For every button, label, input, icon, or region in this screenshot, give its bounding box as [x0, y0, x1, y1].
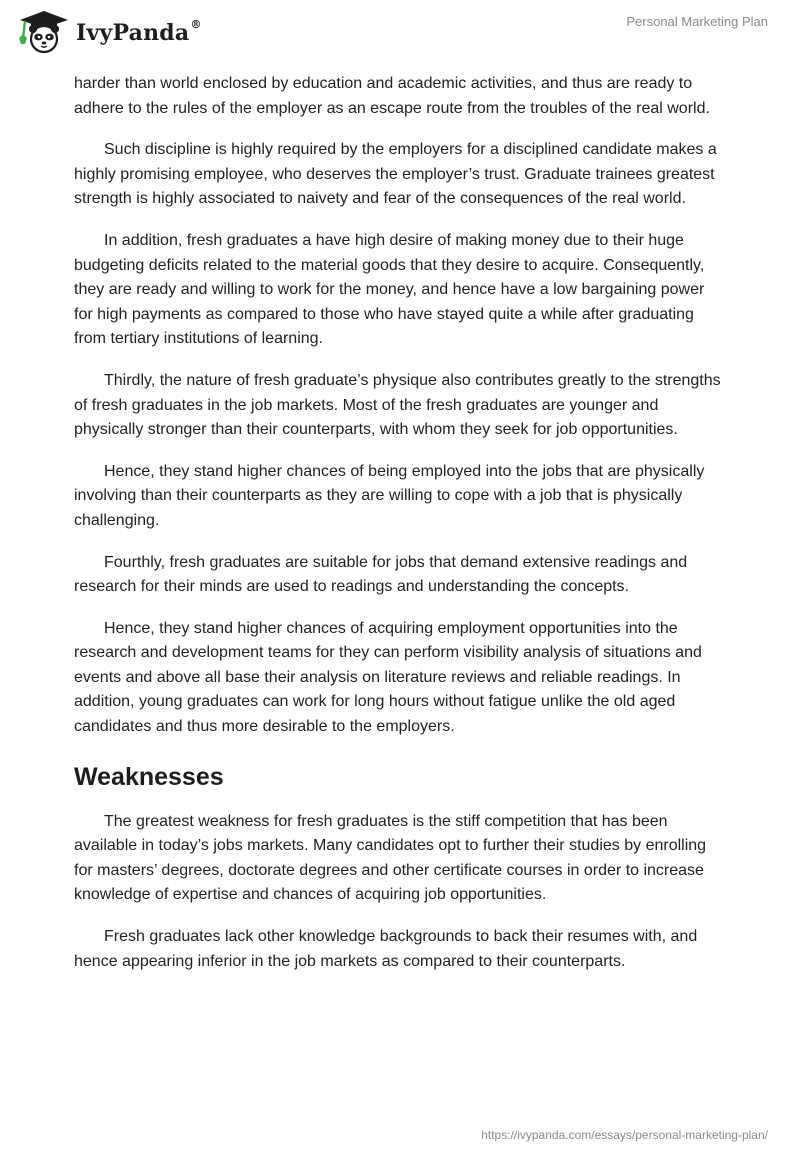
paragraph-readings: Fourthly, fresh graduates are suitable for jobs that demand extensive readings and research for their minds are used to readings and understanding the concepts. [74, 553, 688, 596]
paragraph-research-teams: Hence, they stand higher chances of acquiring employment opportunities into the research and development teams for they can perform visibility analysis of situations and events and above all base their analysis on literature reviews and reliable readings. In addition, young graduates can work for long hours without fatigue unlike the old aged candidates and thus more desirable to the employers. [74, 619, 702, 736]
paragraph-backgrounds: Fresh graduates lack other knowledge backgrounds to back their resumes with, and hence appearing inferior in the job markets as compared to their counterparts. [74, 928, 698, 970]
paragraph-discipline: Such discipline is highly required by the employers for a disciplined candidate makes a highly promising employee, who deserves the employer’s trust. Graduate trainees greatest strength is highly associated to naivety and fear of the consequences of the real world. [74, 141, 717, 208]
brand-name: IvyPanda® [76, 18, 202, 46]
registered-mark: ® [190, 18, 202, 31]
paragraph-physique: Thirdly, the nature of fresh graduate’s physique also contributes greatly to the strengths of fresh graduates in the job markets. Most of the fresh graduates are younger and physically stronger than their counterparts, with whom they seek for job opportunities. [74, 371, 721, 439]
paragraph-money-desire: In addition, fresh graduates a have high desire of making money due to their huge budgeting deficits related to the material goods that they desire to acquire. Consequently, they are ready and willing to work for the money, and hence have a low bargaining power for high payments as compared to those who have stayed quite a while after graduating from tertiary institutions of learning. [74, 231, 705, 348]
paragraph-physical-jobs: Hence, they stand higher chances of being employed into the jobs that are physically involving than their counterparts as they are willing to cope with a job that is physically challenging. [74, 462, 705, 529]
document-title: Personal Marketing Plan [626, 14, 768, 29]
essay-content [74, 72, 726, 991]
source-url-link[interactable]: https://ivypanda.com/essays/personal-marketing-plan/ [481, 1128, 768, 1142]
heading-weaknesses: Weaknesses [74, 762, 224, 791]
paragraph-competition: The greatest weakness for fresh graduates is the stiff competition that has been available in today’s jobs markets. Many candidates opt to further their studies by enrolling for masters’ degrees, doctorate degrees and other certificate courses in order to increase knowledge of expertise and chances of acquiring job opportunities. [74, 812, 707, 904]
paragraph-continuation: harder than world enclosed by education and academic activities, and thus are ready to adhere to the rules of the employer as an escape route from the troubles of the real world. [74, 75, 710, 117]
panda-graduation-cap-icon [14, 8, 70, 54]
ivypanda-logo[interactable] [14, 8, 202, 54]
page-header [0, 0, 800, 68]
